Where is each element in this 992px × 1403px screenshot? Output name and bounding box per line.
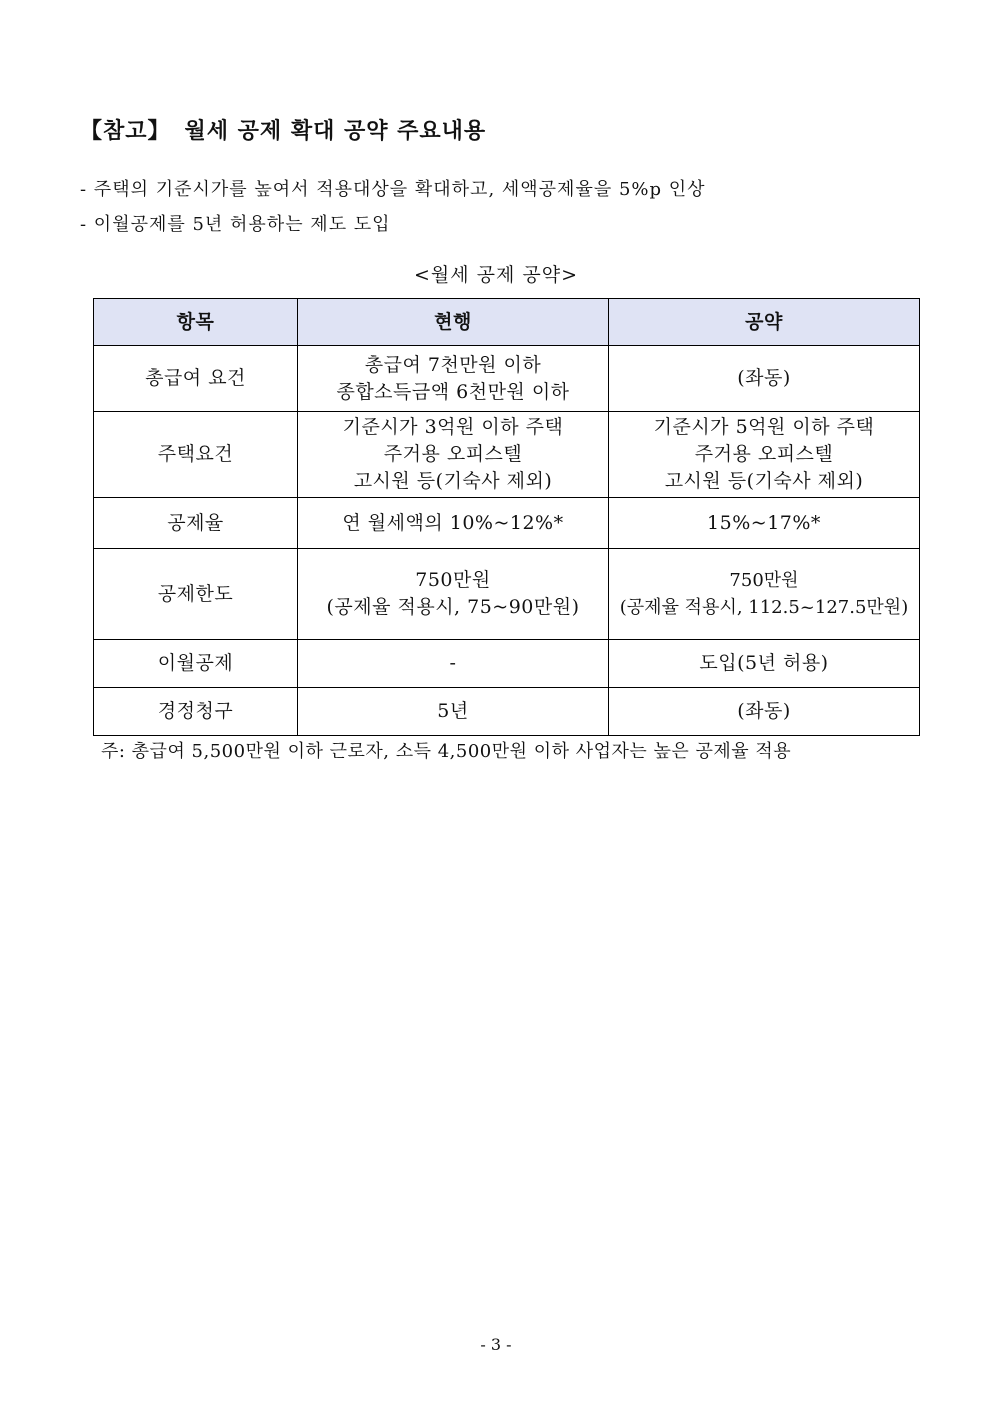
cell-line: 기준시가 3억원 이하 주택 [342, 416, 564, 438]
table-row [94, 688, 920, 736]
cell-line: (공제율 적용시, 112.5~127.5만원) [619, 597, 909, 618]
table-header-row [94, 299, 920, 346]
pledge-cell [609, 412, 920, 498]
table-row [94, 498, 920, 549]
pledge-cell [609, 498, 920, 549]
row-label: 주택요건 [94, 412, 298, 498]
table-footnote: 주: 총급여 5,500만원 이하 근로자, 소득 4,500만원 이하 사업자는 높은 공제율 적용 [101, 741, 792, 762]
row-label: 이월공제 [94, 640, 298, 688]
cell-line: 기준시가 5억원 이하 주택 [653, 416, 875, 438]
cell-line: 총급여 7천만원 이하 [364, 353, 542, 376]
cell-line: 고시원 등(기숙사 제외) [664, 470, 864, 492]
cell-line: 750만원 [729, 570, 799, 591]
heading-title: 월세 공제 확대 공약 주요내용 [184, 118, 487, 144]
column-header-pledge: 공약 [609, 299, 920, 346]
heading-bracket-label: 【참고】 [80, 118, 171, 144]
current-cell [298, 640, 609, 688]
column-header-current: 현행 [298, 299, 609, 346]
table-row [94, 412, 920, 498]
bullet-item: - 주택의 기준시가를 높여서 적용대상을 확대하고, 세액공제율을 5%p 인상 [80, 179, 706, 200]
page-number: - 3 - [480, 1335, 512, 1354]
column-header-item: 항목 [94, 299, 298, 346]
table-row [94, 346, 920, 412]
table-caption: <월세 공제 공약> [413, 264, 579, 286]
current-cell [298, 498, 609, 549]
pledge-cell [609, 549, 920, 640]
cell-line: (공제율 적용시, 75~90만원) [326, 596, 580, 618]
row-label: 총급여 요건 [94, 346, 298, 412]
cell-line: 주거용 오피스텔 [694, 443, 834, 465]
row-label: 경정청구 [94, 688, 298, 736]
cell-line: (좌동) [737, 700, 791, 722]
current-cell [298, 412, 609, 498]
pledge-cell [609, 346, 920, 412]
cell-line: 도입(5년 허용) [699, 652, 829, 674]
cell-line: 고시원 등(기숙사 제외) [353, 470, 553, 492]
current-cell [298, 346, 609, 412]
row-label: 공제율 [94, 498, 298, 549]
cell-line: 주거용 오피스텔 [383, 443, 523, 465]
cell-line: 750만원 [415, 569, 491, 591]
section-heading [80, 114, 486, 145]
bullet-item: - 이월공제를 5년 허용하는 제도 도입 [80, 214, 391, 235]
table-row [94, 640, 920, 688]
cell-line: 연 월세액의 10%~12%* [342, 511, 564, 534]
pledge-cell [609, 688, 920, 736]
current-cell [298, 688, 609, 736]
row-label: 공제한도 [94, 549, 298, 640]
cell-line: 15%~17%* [707, 511, 821, 534]
pledge-table [93, 298, 920, 736]
cell-line: 종합소득금액 6천만원 이하 [336, 380, 570, 403]
cell-line: - [449, 652, 457, 674]
current-cell [298, 549, 609, 640]
cell-line: 5년 [437, 700, 469, 722]
cell-line: (좌동) [737, 367, 791, 389]
pledge-cell [609, 640, 920, 688]
table-row [94, 549, 920, 640]
